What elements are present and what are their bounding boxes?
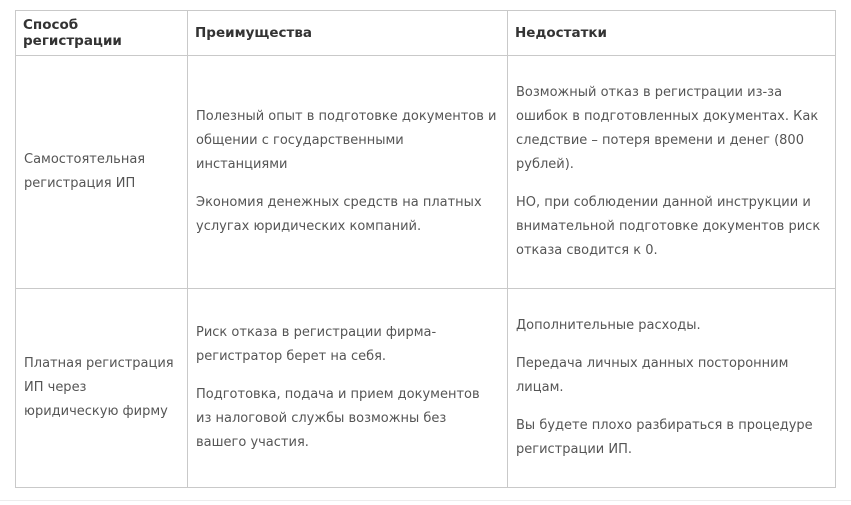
table-row	[16, 289, 836, 488]
registration-comparison-table	[15, 10, 836, 488]
disadvantage-item: Вы будете плохо разбираться в процедуре регистрации ИП.	[516, 418, 813, 457]
disadvantage-item: НО, при соблюдении данной инструкции и внимательной подготовке документов риск отказа сводится к 0.	[516, 195, 821, 258]
disadvantages-cell	[508, 56, 836, 289]
table-row	[16, 56, 836, 289]
disadvantage-item: Возможный отказ в регистрации из-за ошибок в подготовленных документах. Как следствие – потеря времени и денег (800 рублей).	[516, 85, 819, 172]
disadvantages-cell	[508, 289, 836, 488]
header-registration-method: Способ регистрации	[16, 11, 188, 56]
method-cell	[16, 289, 188, 488]
advantages-cell	[188, 289, 508, 488]
method-cell	[16, 56, 188, 289]
disadvantage-item: Дополнительные расходы.	[516, 318, 701, 333]
advantage-item: Экономия денежных средств на платных услугах юридических компаний.	[196, 195, 482, 234]
header-disadvantages: Недостатки	[508, 11, 836, 56]
header-advantages: Преимущества	[188, 11, 508, 56]
page-bottom-divider	[0, 500, 851, 501]
advantages-cell	[188, 56, 508, 289]
disadvantage-item: Передача личных данных посторонним лицам.	[516, 356, 789, 395]
table-header-row	[16, 11, 836, 56]
method-text: Платная регистрация ИП через юридическую фирму	[24, 356, 174, 419]
method-text: Самостоятельная регистрация ИП	[24, 152, 146, 191]
advantage-item: Подготовка, подача и прием документов из налоговой службы возможны без вашего участия.	[196, 387, 480, 450]
advantage-item: Риск отказа в регистрации фирма-регистратор берет на себя.	[196, 325, 437, 364]
advantage-item: Полезный опыт в подготовке документов и общении с государственными инстанциями	[196, 109, 497, 172]
